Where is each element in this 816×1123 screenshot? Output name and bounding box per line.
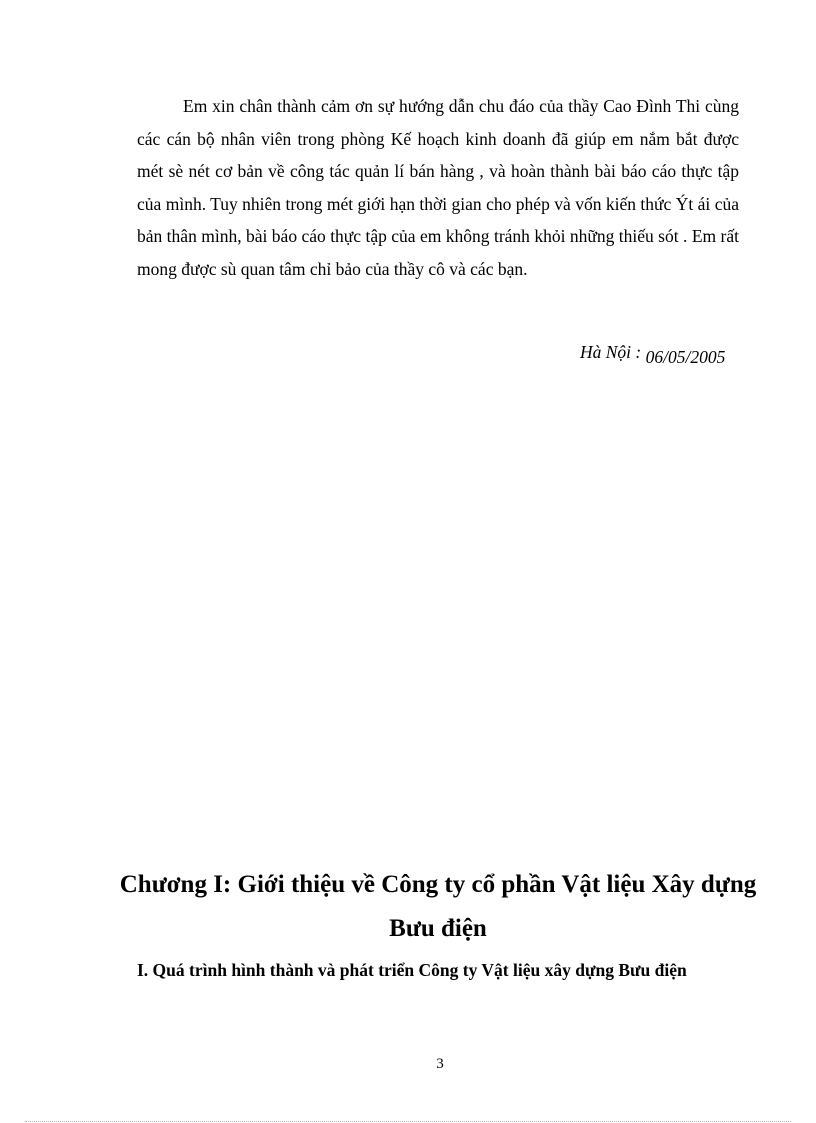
acknowledgement-paragraph <box>137 90 739 285</box>
acknowledgement-text: Em xin chân thành cảm ơn sự hướng dẫn chu đáo của thầy Cao Đình Thi cùng các cán bộ nhân viên trong phòng Kế hoạch kinh doanh đã giúp em nắm bắt được mét sè nét cơ bản về công tác quản lí bán hàng , và hoàn thành bài báo cáo thực tập của mình. Tuy nhiên trong mét giới hạn thời gian cho phép và vốn kiến thức Ýt ái của bản thân mình, bài báo cáo thực tập của em không tránh khỏi những thiếu sót . Em rất mong được sù quan tâm chỉ bảo của thầy cô và các bạn. <box>137 96 739 279</box>
chapter-title: Chương I: Giới thiệu về Công ty cổ phần Vật liệu Xây dựng Bưu điện <box>119 871 757 942</box>
page-bottom-divider <box>25 1121 791 1122</box>
signature-place: Hà Nội : <box>580 342 642 362</box>
signature-date: 06/05/2005 <box>645 347 726 367</box>
page-number: 3 <box>436 1056 444 1072</box>
section-heading: I. Quá trình hình thành và phát triển Công ty Vật liệu xây dựng Bưu điện <box>137 960 687 980</box>
place-date-signature <box>580 344 750 365</box>
